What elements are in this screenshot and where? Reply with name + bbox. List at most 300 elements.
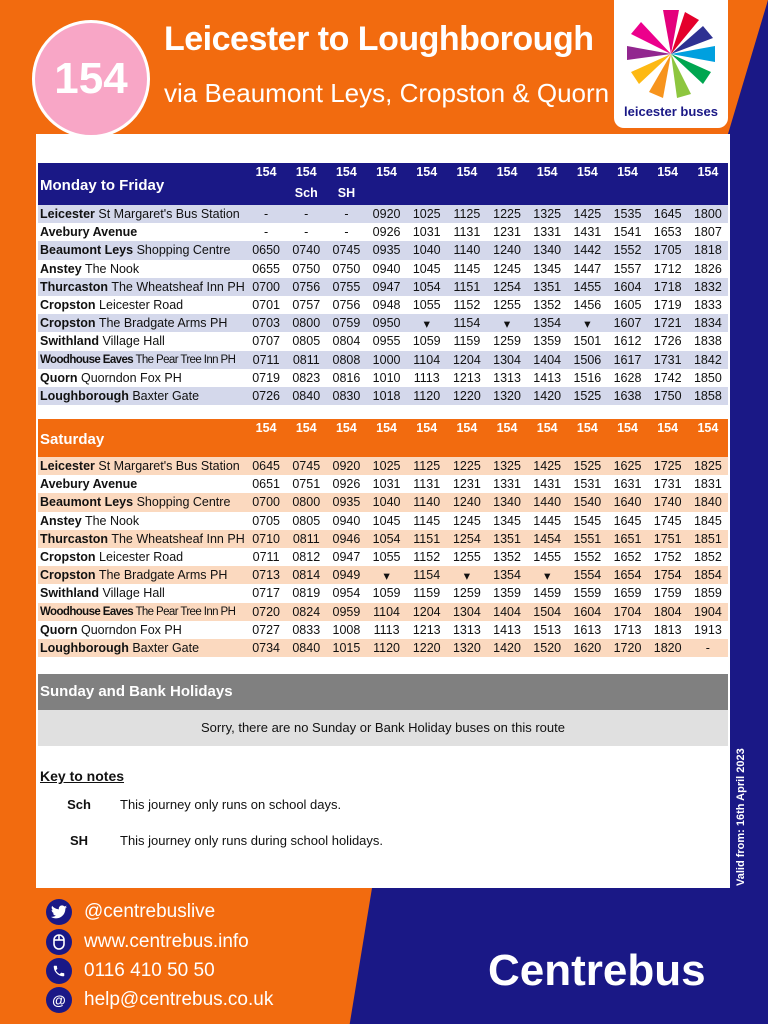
departure-time: 1813 bbox=[653, 622, 682, 637]
departure-time: 1832 bbox=[693, 279, 722, 294]
departure-time: ▾ bbox=[544, 568, 551, 583]
departure-time: 0947 bbox=[332, 550, 361, 565]
stop-town: Quorn bbox=[40, 622, 78, 637]
route-number-header: 154 bbox=[335, 421, 357, 435]
route-number-header: 154 bbox=[295, 165, 317, 179]
departure-time: 1255 bbox=[452, 550, 481, 565]
stop-name bbox=[38, 457, 246, 475]
departure-time: 0710 bbox=[252, 531, 281, 546]
departure-time: 1354 bbox=[493, 568, 521, 583]
departure-time: 1254 bbox=[493, 279, 521, 294]
route-number-header: 154 bbox=[335, 165, 357, 179]
departure-time: 1231 bbox=[493, 225, 521, 240]
departure-time: 1125 bbox=[453, 207, 481, 222]
departure-time: 1352 bbox=[493, 550, 521, 565]
departure-time: 1055 bbox=[412, 298, 441, 313]
departure-time: 1620 bbox=[573, 640, 602, 655]
route-number-header: 154 bbox=[376, 165, 397, 179]
contact-phone-text: 0116 410 50 50 bbox=[84, 960, 215, 981]
mouse-icon bbox=[46, 929, 72, 955]
stop-name bbox=[38, 584, 246, 602]
departure-time: 1613 bbox=[573, 622, 602, 637]
stop-detail: The Wheatsheaf Inn PH bbox=[111, 531, 245, 546]
timetable-row bbox=[38, 241, 728, 259]
journey-note-label bbox=[648, 184, 688, 205]
departure-time: 0650 bbox=[252, 243, 281, 258]
route-number-header: 154 bbox=[697, 165, 719, 179]
departure-time: 1540 bbox=[573, 495, 602, 510]
departure-time: 0800 bbox=[292, 316, 321, 331]
stop-town: Thurcaston bbox=[40, 531, 109, 546]
departure-time: 0750 bbox=[332, 261, 361, 276]
stop-town: Thurcaston bbox=[40, 279, 109, 294]
stop-town: Leicester bbox=[40, 207, 95, 222]
departure-time: - bbox=[705, 640, 710, 655]
departure-time: 1718 bbox=[653, 279, 682, 294]
timetable-row bbox=[38, 278, 728, 296]
departure-time: 0920 bbox=[332, 459, 361, 474]
sunday-message: Sorry, there are no Sunday or Bank Holiday buses on this route bbox=[38, 710, 728, 746]
stop-name bbox=[38, 223, 246, 241]
departure-time: 1440 bbox=[533, 495, 562, 510]
departure-time: 1557 bbox=[613, 261, 642, 276]
departure-time: 0745 bbox=[292, 459, 321, 474]
departure-time: - bbox=[344, 207, 349, 222]
departure-time: - bbox=[264, 207, 269, 222]
route-number-header: 154 bbox=[617, 165, 638, 179]
departure-time: 1554 bbox=[573, 568, 602, 583]
journey-note-label bbox=[527, 184, 567, 205]
weekday-timetable bbox=[38, 163, 728, 405]
departure-time: 1506 bbox=[573, 352, 602, 367]
stop-town: Woodhouse Eaves bbox=[40, 353, 134, 366]
departure-time: 0814 bbox=[292, 568, 321, 583]
departure-time: 0713 bbox=[252, 568, 281, 583]
contact-email-text: help@centrebus.co.uk bbox=[84, 989, 274, 1010]
timetable-row bbox=[38, 512, 728, 530]
route-number-header: 154 bbox=[697, 421, 719, 435]
departure-time: 1516 bbox=[573, 370, 602, 385]
departure-time: 0719 bbox=[252, 370, 281, 385]
stop-detail: The Pear Tree Inn PH bbox=[135, 353, 236, 366]
departure-time: 1045 bbox=[412, 261, 441, 276]
route-number-header: 154 bbox=[295, 421, 317, 435]
departure-time: 1531 bbox=[573, 477, 602, 492]
departure-time: 0811 bbox=[292, 531, 320, 546]
stop-name bbox=[38, 639, 246, 657]
departure-time: 1159 bbox=[413, 586, 441, 601]
departure-time: 1325 bbox=[533, 207, 562, 222]
journey-note-label bbox=[688, 184, 728, 205]
departure-time: 1154 bbox=[453, 316, 481, 331]
departure-time: 1152 bbox=[453, 298, 481, 313]
departure-time: 1145 bbox=[413, 513, 441, 528]
departure-time: 1745 bbox=[653, 513, 682, 528]
departure-time: 0717 bbox=[252, 586, 281, 601]
leicester-buses-logo bbox=[614, 0, 728, 128]
departure-time: 1826 bbox=[693, 261, 722, 276]
departure-time: 0940 bbox=[372, 261, 401, 276]
timetable-row bbox=[38, 223, 728, 241]
departure-time: 1858 bbox=[693, 388, 722, 403]
departure-time: 1605 bbox=[613, 298, 642, 313]
departure-time: 1220 bbox=[452, 388, 481, 403]
stop-town: Beaumont Leys bbox=[40, 243, 134, 258]
departure-time: 0955 bbox=[372, 334, 401, 349]
departure-time: 1120 bbox=[373, 640, 401, 655]
route-number-header: 154 bbox=[416, 421, 438, 435]
departure-time: 1240 bbox=[493, 243, 521, 258]
departure-time: 1325 bbox=[493, 459, 521, 474]
departure-time: 0756 bbox=[292, 279, 321, 294]
contact-website[interactable] bbox=[46, 929, 249, 955]
departure-time: 1713 bbox=[613, 622, 642, 637]
departure-time: 0651 bbox=[252, 477, 281, 492]
timetable-row bbox=[38, 205, 728, 223]
departure-time: 0920 bbox=[372, 207, 401, 222]
departure-time: 0926 bbox=[332, 477, 361, 492]
journey-note-label: Sch bbox=[294, 186, 318, 200]
departure-time: 1045 bbox=[372, 513, 401, 528]
stop-name bbox=[38, 548, 246, 566]
departure-time: 0816 bbox=[332, 370, 361, 385]
weekday-header-row bbox=[38, 163, 728, 184]
departure-time: 1604 bbox=[573, 604, 602, 619]
departure-time: ▾ bbox=[503, 316, 511, 331]
departure-time: 1552 bbox=[573, 550, 602, 565]
stop-detail: St Margaret's Bus Station bbox=[98, 207, 240, 222]
contact-website-text: www.centrebus.info bbox=[84, 931, 249, 952]
stop-name bbox=[38, 493, 246, 511]
route-number-badge: 154 bbox=[32, 20, 150, 138]
key-text-sh: This journey only runs during school holidays. bbox=[120, 833, 384, 848]
departure-time: 1807 bbox=[693, 225, 722, 240]
departure-time: 1834 bbox=[693, 316, 722, 331]
departure-time: 1720 bbox=[613, 640, 642, 655]
departure-time: 1204 bbox=[452, 352, 481, 367]
stop-name bbox=[38, 296, 246, 314]
departure-time: 1313 bbox=[452, 622, 481, 637]
departure-time: 1640 bbox=[613, 495, 642, 510]
departure-time: 1345 bbox=[533, 261, 562, 276]
departure-time: 1213 bbox=[412, 622, 441, 637]
stop-name bbox=[38, 241, 246, 259]
departure-time: 1431 bbox=[533, 477, 562, 492]
route-number-header: 154 bbox=[376, 421, 397, 435]
departure-time: 1652 bbox=[613, 550, 642, 565]
departure-time: 1721 bbox=[653, 316, 682, 331]
departure-time: 1031 bbox=[372, 477, 401, 492]
departure-time: - bbox=[304, 207, 309, 222]
departure-time: 1054 bbox=[372, 531, 401, 546]
departure-time: 1059 bbox=[412, 334, 441, 349]
departure-time: 1151 bbox=[453, 279, 481, 294]
departure-time: 1759 bbox=[653, 586, 682, 601]
route-number-header: 154 bbox=[536, 421, 558, 435]
departure-time: 1120 bbox=[413, 388, 441, 403]
departure-time: 0940 bbox=[332, 513, 361, 528]
departure-time: 0954 bbox=[332, 586, 361, 601]
timetable-row bbox=[38, 493, 728, 511]
stop-town: Quorn bbox=[40, 370, 78, 385]
departure-time: 1559 bbox=[573, 586, 602, 601]
departure-time: 0740 bbox=[292, 243, 321, 258]
departure-time: 1804 bbox=[653, 604, 682, 619]
departure-time: 0833 bbox=[292, 622, 321, 637]
stop-detail: The Pear Tree Inn PH bbox=[135, 605, 236, 618]
departure-time: 0805 bbox=[292, 334, 321, 349]
timetable-row bbox=[38, 603, 728, 621]
departure-time: 1425 bbox=[533, 459, 562, 474]
stop-town: Leicester bbox=[40, 459, 95, 474]
stop-name bbox=[38, 603, 246, 621]
journey-note-label bbox=[487, 184, 527, 205]
departure-time: 1340 bbox=[493, 495, 521, 510]
departure-time: 1040 bbox=[412, 243, 441, 258]
contact-email[interactable] bbox=[46, 987, 273, 1013]
departure-time: 1359 bbox=[533, 334, 562, 349]
departure-time: 1754 bbox=[653, 568, 682, 583]
departure-time: 1459 bbox=[533, 586, 562, 601]
departure-time: 1842 bbox=[693, 352, 722, 367]
departure-time: 1145 bbox=[453, 261, 481, 276]
departure-time: 1131 bbox=[453, 225, 481, 240]
departure-time: 1304 bbox=[493, 352, 521, 367]
timetable-row bbox=[38, 548, 728, 566]
departure-time: 1331 bbox=[493, 477, 521, 492]
departure-time: 1340 bbox=[533, 243, 562, 258]
departure-time: 0840 bbox=[292, 388, 321, 403]
departure-time: 0711 bbox=[252, 550, 280, 565]
journey-note-label bbox=[367, 184, 407, 205]
departure-time: 1154 bbox=[413, 568, 441, 583]
route-number-header: 154 bbox=[536, 165, 558, 179]
departure-time: 0946 bbox=[332, 531, 361, 546]
departure-time: 1455 bbox=[573, 279, 602, 294]
stop-detail: The Nook bbox=[84, 513, 140, 528]
key-title: Key to notes bbox=[40, 768, 125, 784]
timetable-row bbox=[38, 457, 728, 475]
saturday-header-row bbox=[38, 419, 728, 457]
stop-detail: Leicester Road bbox=[99, 550, 184, 565]
departure-time: 1617 bbox=[613, 352, 642, 367]
departure-time: 1712 bbox=[653, 261, 682, 276]
stop-town: Woodhouse Eaves bbox=[40, 605, 134, 618]
departure-time: ▾ bbox=[423, 316, 430, 331]
departure-time: 1025 bbox=[412, 207, 441, 222]
departure-time: 1351 bbox=[533, 279, 562, 294]
departure-time: 1752 bbox=[653, 550, 682, 565]
timetable-row bbox=[38, 369, 728, 387]
stop-town: Loughborough bbox=[40, 388, 129, 403]
departure-time: 1404 bbox=[533, 352, 562, 367]
departure-time: 1152 bbox=[413, 550, 441, 565]
departure-time: 1125 bbox=[413, 459, 441, 474]
departure-time: 0800 bbox=[292, 495, 321, 510]
stop-detail: Village Hall bbox=[102, 586, 165, 601]
departure-time: 1331 bbox=[533, 225, 562, 240]
departure-time: 0755 bbox=[332, 279, 361, 294]
departure-time: 0926 bbox=[372, 225, 401, 240]
departure-time: 1140 bbox=[453, 243, 481, 258]
departure-time: 1825 bbox=[693, 459, 722, 474]
route-number-header: 154 bbox=[657, 421, 679, 435]
departure-time: 1054 bbox=[412, 279, 441, 294]
departure-time: 1413 bbox=[533, 370, 562, 385]
departure-time: 1447 bbox=[573, 261, 602, 276]
stop-detail: Baxter Gate bbox=[132, 640, 200, 655]
departure-time: 1008 bbox=[332, 622, 361, 637]
departure-time: 0811 bbox=[292, 352, 320, 367]
stop-detail: The Nook bbox=[84, 261, 140, 276]
departure-time: 1159 bbox=[453, 334, 481, 349]
timetable-row bbox=[38, 351, 728, 369]
departure-time: 1018 bbox=[372, 388, 401, 403]
departure-time: 1851 bbox=[693, 531, 722, 546]
departure-time: 0751 bbox=[292, 477, 321, 492]
navy-corner-decoration bbox=[728, 0, 768, 134]
departure-time: 1820 bbox=[653, 640, 682, 655]
route-number-header: 154 bbox=[255, 421, 277, 435]
departure-time: 1313 bbox=[493, 370, 521, 385]
departure-time: 1513 bbox=[533, 622, 562, 637]
departure-time: 1840 bbox=[693, 495, 722, 510]
departure-time: 0756 bbox=[332, 298, 361, 313]
departure-time: 1904 bbox=[693, 604, 722, 619]
departure-time: 1104 bbox=[373, 604, 401, 619]
journey-note-label bbox=[607, 184, 647, 205]
departure-time: 1854 bbox=[693, 568, 722, 583]
departure-time: 1231 bbox=[452, 477, 481, 492]
departure-time: 1259 bbox=[452, 586, 481, 601]
journey-note-label bbox=[447, 184, 487, 205]
departure-time: 1404 bbox=[493, 604, 521, 619]
departure-time: 0950 bbox=[372, 316, 401, 331]
departure-time: 1838 bbox=[693, 334, 722, 349]
stop-town: Cropston bbox=[40, 298, 96, 313]
saturday-label: Saturday bbox=[40, 430, 105, 448]
stop-name bbox=[38, 332, 246, 350]
departure-time: 1431 bbox=[573, 225, 602, 240]
departure-time: 1442 bbox=[573, 243, 602, 258]
departure-time: 1628 bbox=[613, 370, 642, 385]
departure-time: 1750 bbox=[653, 388, 682, 403]
departure-time: 1705 bbox=[653, 243, 682, 258]
stop-town: Loughborough bbox=[40, 640, 129, 655]
stop-name bbox=[38, 205, 246, 223]
stop-name bbox=[38, 512, 246, 530]
departure-time: 1245 bbox=[452, 513, 481, 528]
departure-time: 0727 bbox=[252, 622, 281, 637]
stop-town: Anstey bbox=[40, 261, 82, 276]
departure-time: - bbox=[344, 225, 349, 240]
departure-time: 1113 bbox=[413, 370, 440, 385]
departure-time: 1852 bbox=[693, 550, 722, 565]
departure-time: 0804 bbox=[332, 334, 361, 349]
stop-name bbox=[38, 369, 246, 387]
stop-name bbox=[38, 530, 246, 548]
stop-detail: Baxter Gate bbox=[132, 388, 200, 403]
departure-time: 1551 bbox=[573, 531, 602, 546]
contact-phone[interactable] bbox=[46, 958, 215, 984]
departure-time: 0935 bbox=[332, 495, 361, 510]
departure-time: 1552 bbox=[613, 243, 642, 258]
departure-time: 1651 bbox=[613, 531, 642, 546]
timetable-row bbox=[38, 296, 728, 314]
departure-time: 0823 bbox=[292, 370, 321, 385]
stop-town: Cropston bbox=[40, 316, 96, 331]
key-code-sch: Sch bbox=[67, 797, 91, 812]
departure-time: 1055 bbox=[372, 550, 401, 565]
at-icon: @ bbox=[46, 987, 72, 1013]
departure-time: 1245 bbox=[493, 261, 521, 276]
stop-detail: Village Hall bbox=[102, 334, 165, 349]
departure-time: 1504 bbox=[533, 604, 562, 619]
departure-time: 1800 bbox=[693, 207, 722, 222]
departure-time: 1845 bbox=[693, 513, 722, 528]
departure-time: 1541 bbox=[613, 225, 642, 240]
departure-time: 1704 bbox=[613, 604, 642, 619]
stop-town: Swithland bbox=[40, 586, 100, 601]
departure-time: 1731 bbox=[653, 352, 682, 367]
stop-name bbox=[38, 387, 246, 405]
departure-time: 1220 bbox=[412, 640, 441, 655]
departure-time: 1751 bbox=[653, 531, 682, 546]
departure-time: 1654 bbox=[613, 568, 642, 583]
departure-time: 1445 bbox=[533, 513, 562, 528]
sunday-heading: Sunday and Bank Holidays bbox=[38, 674, 728, 710]
departure-time: 1726 bbox=[653, 334, 682, 349]
departure-time: 1225 bbox=[493, 207, 521, 222]
departure-time: ▾ bbox=[383, 568, 390, 583]
departure-time: 1525 bbox=[573, 459, 602, 474]
departure-time: 0757 bbox=[292, 298, 321, 313]
stop-name bbox=[38, 566, 246, 584]
departure-time: 1015 bbox=[332, 640, 361, 655]
departure-time: 1612 bbox=[613, 334, 642, 349]
departure-time: 0840 bbox=[292, 640, 321, 655]
stop-detail: Shopping Centre bbox=[136, 243, 231, 258]
stop-detail: Shopping Centre bbox=[136, 495, 231, 510]
route-number-header: 154 bbox=[416, 165, 438, 179]
contact-twitter[interactable] bbox=[46, 899, 215, 925]
stop-name bbox=[38, 314, 246, 332]
stop-detail: The Wheatsheaf Inn PH bbox=[111, 279, 245, 294]
departure-time: 1104 bbox=[413, 352, 441, 367]
key-text-sch: This journey only runs on school days. bbox=[120, 797, 342, 812]
departure-time: 1831 bbox=[693, 477, 722, 492]
departure-time: 1833 bbox=[693, 298, 722, 313]
pinwheel-logo-icon bbox=[622, 6, 720, 102]
page-subtitle: via Beaumont Leys, Cropston & Quorn bbox=[164, 78, 610, 108]
departure-time: 1352 bbox=[533, 298, 562, 313]
departure-time: ▾ bbox=[463, 568, 471, 583]
route-number-header: 154 bbox=[657, 165, 679, 179]
departure-time: 0745 bbox=[332, 243, 361, 258]
departure-time: 1010 bbox=[372, 370, 401, 385]
route-number-header: 154 bbox=[496, 165, 518, 179]
departure-time: 1425 bbox=[573, 207, 602, 222]
departure-time: 1607 bbox=[613, 316, 642, 331]
stop-town: Beaumont Leys bbox=[40, 495, 134, 510]
stop-detail: Quorndon Fox PH bbox=[80, 622, 182, 637]
departure-time: 0949 bbox=[332, 568, 361, 583]
twitter-icon bbox=[46, 899, 72, 925]
departure-time: 0948 bbox=[372, 298, 401, 313]
departure-time: 1304 bbox=[452, 604, 481, 619]
departure-time: 0750 bbox=[292, 261, 321, 276]
departure-time: 1151 bbox=[413, 531, 441, 546]
